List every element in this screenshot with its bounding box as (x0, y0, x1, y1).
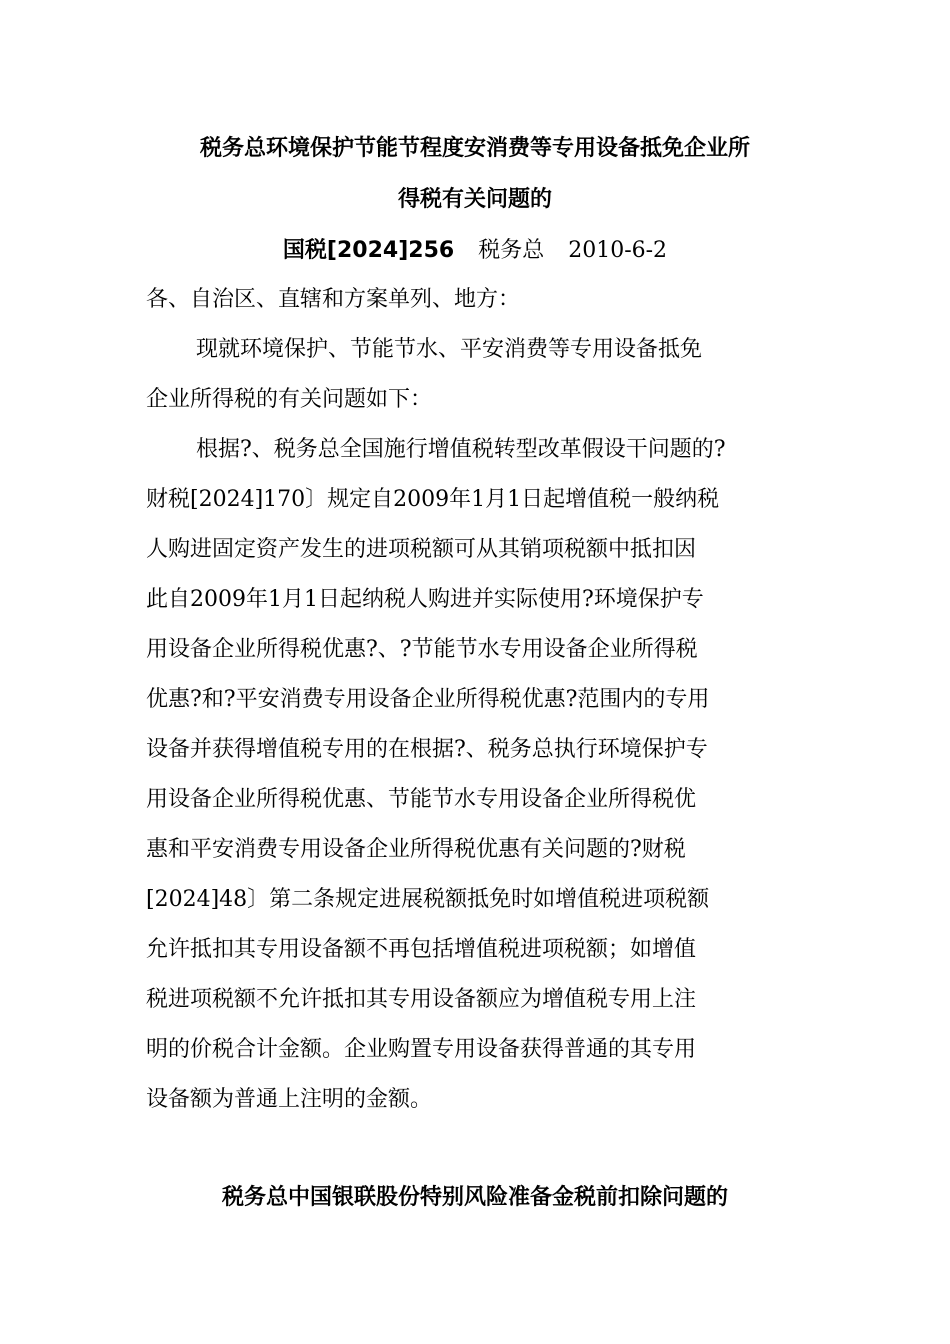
next-section-title: 税务总中国银联股份特别风险准备金税前扣除问题的 (221, 1185, 728, 1210)
body-line: 税进项税额不允许抵扣其专用设备额应为增值税专用上注 (146, 987, 697, 1012)
intro-line: 企业所得税的有关问题如下： (146, 387, 433, 412)
body-line: 明的价税合计金额。企业购置专用设备获得普通的其专用 (146, 1037, 697, 1062)
body-line: [2024]48〕第二条规定进展税额抵免时如增值税进项税额 (146, 887, 710, 912)
document-title-line-2: 得税有关问题的 (397, 187, 552, 212)
body-line: 优惠?和?平安消费专用设备企业所得税优惠?范围内的专用 (146, 687, 710, 712)
issuer: 税务总 (478, 238, 545, 263)
intro-line: 现就环境保护、节能节水、平安消费等专用设备抵免 (196, 337, 703, 362)
issue-date: 2010-6-2 (568, 238, 668, 263)
body-line: 此自2009年1月1日起纳税人购进并实际使用?环境保护专 (146, 587, 704, 612)
body-line: 人购进固定资产发生的进项税额可从其销项税额中抵扣因 (146, 537, 697, 562)
body-line: 用设备企业所得税优惠?、?节能节水专用设备企业所得税 (146, 637, 698, 662)
document-title-line-1: 税务总环境保护节能节程度安消费等专用设备抵免企业所 (199, 136, 750, 161)
doc-number: 国税[2024]256 (282, 238, 455, 263)
body-line: 设备额为普通上注明的金额。 (146, 1087, 433, 1112)
body-line: 设备并获得增值税专用的在根据?、税务总执行环境保护专 (146, 737, 708, 762)
body-line: 用设备企业所得税优惠、节能节水专用设备企业所得税优 (146, 787, 697, 812)
body-line: 根据?、税务总全国施行增值税转型改革假设干问题的? (196, 437, 726, 462)
document-meta (0, 235, 950, 266)
salutation: 各、自治区、直辖和方案单列、地方： (146, 287, 521, 312)
body-line: 财税[2024]170〕规定自2009年1月1日起增值税一般纳税 (146, 487, 720, 512)
body-line: 允许抵扣其专用设备额不再包括增值税进项税额；如增值 (146, 937, 697, 962)
body-line: 惠和平安消费专用设备企业所得税优惠有关问题的?财税 (146, 837, 686, 862)
